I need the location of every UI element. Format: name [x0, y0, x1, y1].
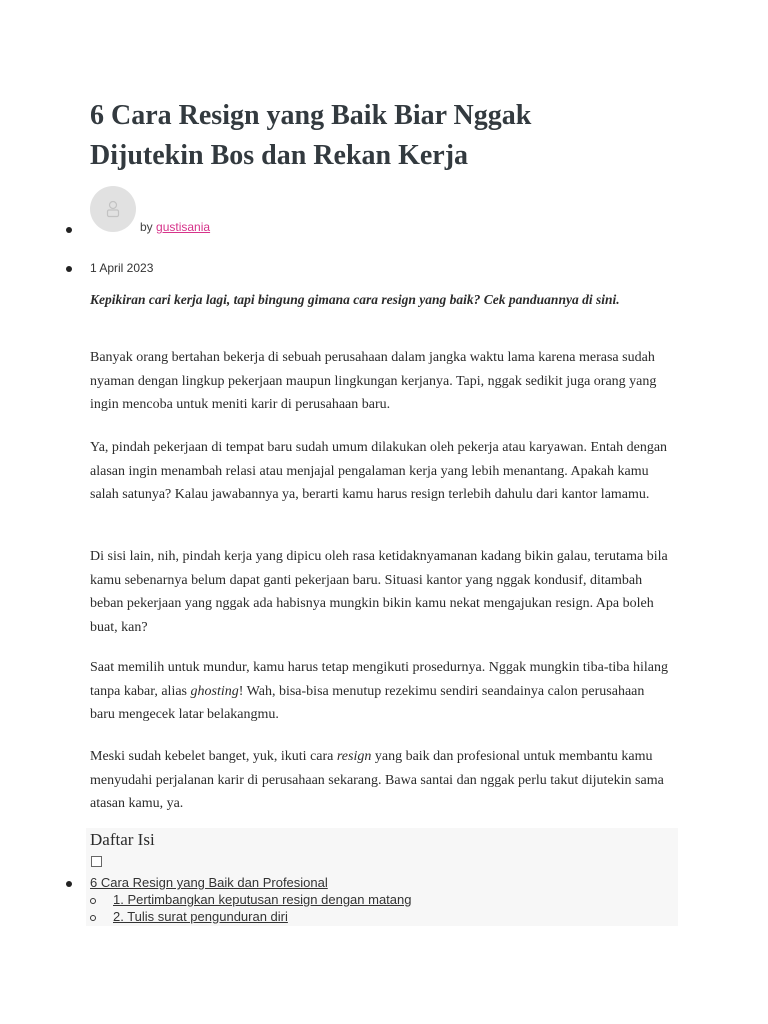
p4-text-after: ! Wah, bisa-bisa menutup rezekimu sendiri seandainya calon perusahaan baru mengecek latar belakangmu. — [90, 683, 645, 722]
p5-text-before: Meski sudah kebelet banget, yuk, ikuti cara — [90, 749, 337, 764]
list-bullet — [66, 227, 72, 233]
list-bullet — [66, 266, 72, 272]
toc-toggle-checkbox[interactable] — [91, 856, 102, 867]
p5-emphasis: resign — [336, 749, 372, 764]
body-paragraph-2: Ya, pindah pekerjaan di tempat baru sudah umum dilakukan oleh pekerja atau karyawan. Entah dengan alasan ingin menambah relasi atau menjajal pengalaman kerja yang lebih menantang. Apakah kamu salah satunya? Kalau jawabannya ya, berarti kamu harus resign terlebih dahulu dari kantor lamamu. — [90, 440, 668, 502]
publish-date: 1 April 2023 — [90, 261, 154, 275]
toc-link-main[interactable]: 6 Cara Resign yang Baik dan Profesional — [90, 875, 328, 890]
toc-link-1[interactable]: 1. Pertimbangkan keputusan resign dengan matang — [113, 892, 412, 907]
body-paragraph-5 — [90, 745, 670, 816]
p4-emphasis: ghosting — [190, 683, 239, 699]
lead-paragraph: Kepikiran cari kerja lagi, tapi bingung gimana cara resign yang baik? Cek panduannya di sini. — [90, 292, 620, 307]
author-link[interactable]: gustisania — [156, 220, 211, 234]
list-bullet — [66, 881, 72, 887]
body-paragraph-3: Di sisi lain, nih, pindah kerja yang dipicu oleh rasa ketidaknyamanan kadang bikin galau, terutama bila kamu sebenarnya belum dapat ganti pekerjaan baru. Situasi kantor yang nggak kondusif, ditambah beban pekerjaan yang nggak ada habisnya mungkin bikin kamu nekat mengajukan resign. Apa boleh buat, kan? — [90, 549, 668, 635]
author-meta — [140, 220, 210, 234]
article-title: 6 Cara Resign yang Baik Biar Nggak Dijutekin Bos dan Rekan Kerja — [90, 100, 532, 171]
author-avatar[interactable] — [90, 186, 136, 232]
toc-link-2[interactable]: 2. Tulis surat pengunduran diri — [113, 909, 288, 924]
by-label: by — [140, 220, 153, 234]
p4-text-before: Saat memilih untuk mundur, kamu harus tetap mengikuti prosedurnya. Nggak mungkin tiba-tiba hilang tanpa kabar, alias — [90, 660, 668, 699]
user-placeholder-icon — [105, 200, 121, 218]
p5-text-after: yang baik dan profesional untuk membantu kamu menyudahi perjalanan karir di perusahaan sekarang. Bawa santai dan nggak perlu takut dijutekin sama atasan kamu, ya. — [90, 749, 664, 811]
toc-title: Daftar Isi — [90, 830, 155, 849]
sublist-bullet — [90, 915, 96, 921]
sublist-bullet — [90, 898, 96, 904]
body-paragraph-4 — [90, 656, 670, 727]
body-paragraph-1: Banyak orang bertahan bekerja di sebuah perusahaan dalam jangka waktu lama karena merasa sudah nyaman dengan lingkup pekerjaan maupun lingkungan kerjanya. Tapi, nggak sedikit juga orang yang ingin mencoba untuk meniti karir di perusahaan baru. — [90, 350, 657, 412]
